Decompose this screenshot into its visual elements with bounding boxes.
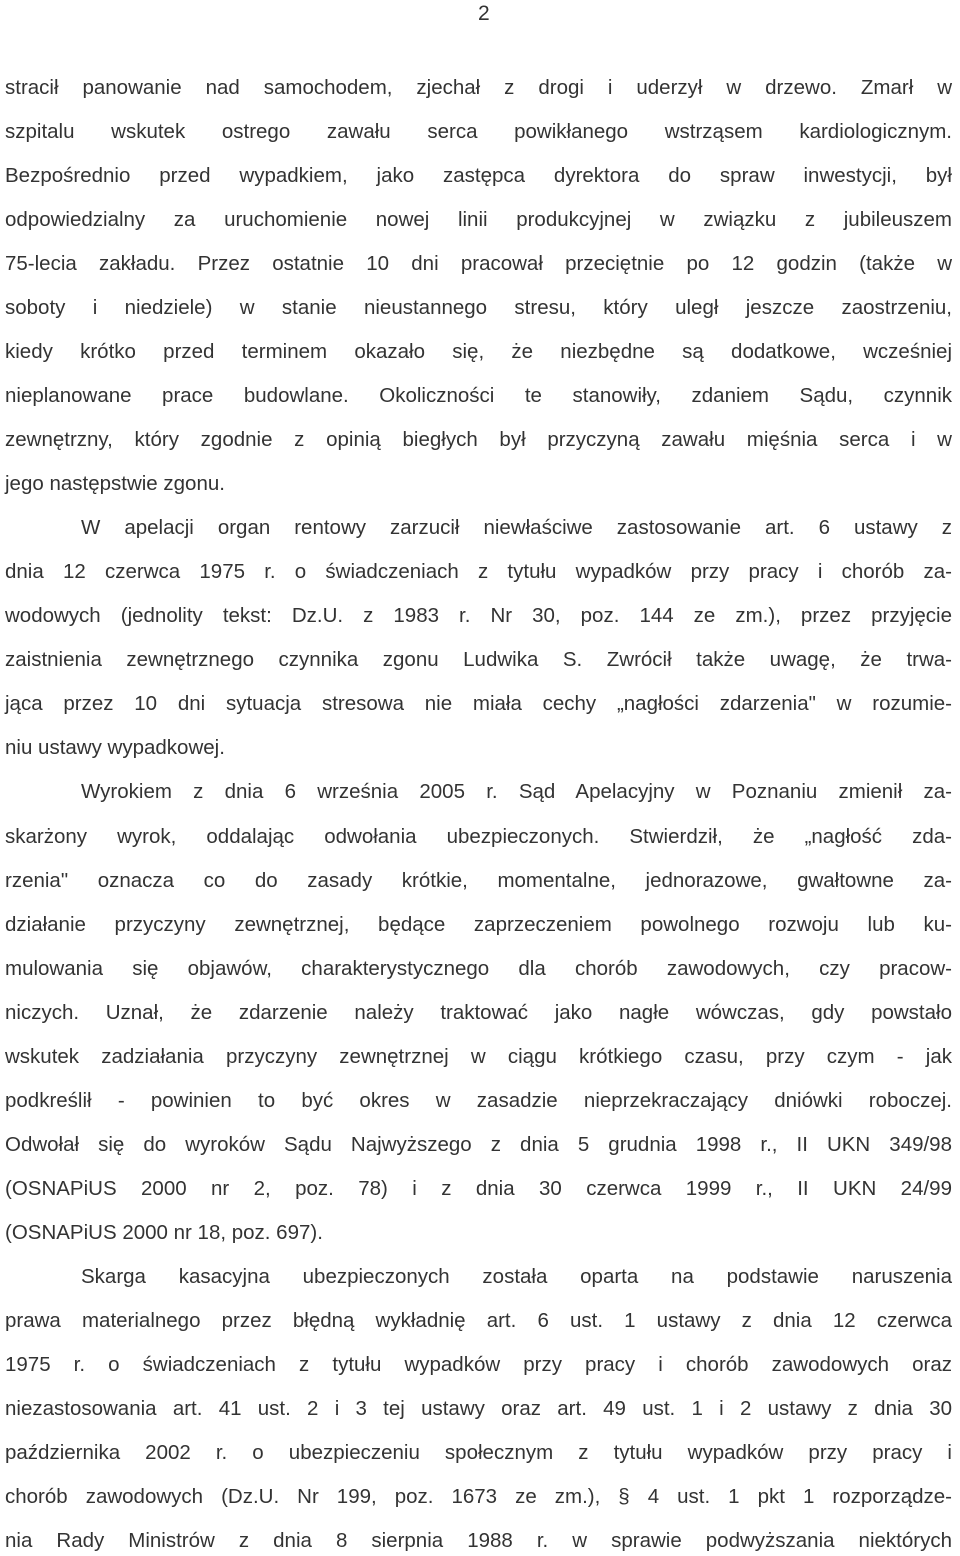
text-line: niu ustawy wypadkowej. [5,736,225,760]
text-line: kiedy krótko przed terminem okazało się, że niezbędne są dodatkowe, wcześniej [5,340,952,364]
text-line: soboty i niedziele) w stanie nieustannego stresu, który uległ jeszcze zaostrzeniu, [5,296,952,320]
text-line: wskutek zadziałania przyczyny zewnętrznej w ciągu krótkiego czasu, przy czym - jak [5,1044,952,1068]
text-line: szpitalu wskutek ostrego zawału serca powikłanego wstrząsem kardiologicznym. [5,120,952,144]
text-line: stracił panowanie nad samochodem, zjechał z drogi i uderzył w drzewo. Zmarł w [5,76,952,99]
text-line: rzenia" oznacza co do zasady krótkie, momentalne, jednorazowe, gwałtowne za- [5,868,952,892]
text-line: niczych. Uznał, że zdarzenie należy traktować jako nagłe wówczas, gdy powstało [5,1000,952,1024]
text-line: działanie przyczyny zewnętrznej, będące zaprzeczeniem powolnego rozwoju lub ku- [5,912,952,936]
text-line: odpowiedzialny za uruchomienie nowej linii produkcyjnej w związku z jubileuszem [5,208,952,232]
text-line: nia Rady Ministrów z dnia 8 sierpnia 1988 r. w sprawie podwyższania niektórych [5,1528,952,1552]
text-line: wodowych (jednolity tekst: Dz.U. z 1983 r. Nr 30, poz. 144 ze zm.), przez przyjęcie [5,604,952,628]
text-line: chorób zawodowych (Dz.U. Nr 199, poz. 1673 ze zm.), § 4 ust. 1 pkt 1 rozporządze- [5,1484,952,1508]
text-line: skarżony wyrok, oddalając odwołania ubezpieczonych. Stwierdził, że „nagłość zda- [5,824,952,848]
text-line: 1975 r. o świadczeniach z tytułu wypadków przy pracy i chorób zawodowych oraz [5,1352,952,1376]
text-line: Odwołał się do wyroków Sądu Najwyższego z dnia 5 grudnia 1998 r., II UKN 349/98 [5,1132,952,1156]
page-number: 2 [478,2,490,25]
text-line: podkreślił - powinien to być okres w zasadzie nieprzekraczający dniówki roboczej. [5,1088,952,1112]
text-line: W apelacji organ rentowy zarzucił niewłaściwe zastosowanie art. 6 ustawy z [81,516,952,540]
text-line: (OSNAPiUS 2000 nr 2, poz. 78) i z dnia 30 czerwca 1999 r., II UKN 24/99 [5,1176,952,1200]
text-line: zaistnienia zewnętrznego czynnika zgonu Ludwika S. Zwrócił także uwagę, że trwa- [5,648,952,672]
text-line: jego następstwie zgonu. [5,472,225,496]
text-line: października 2002 r. o ubezpieczeniu społecznym z tytułu wypadków przy pracy i [5,1440,952,1464]
text-line: Skarga kasacyjna ubezpieczonych została oparta na podstawie naruszenia [81,1264,952,1288]
text-line: Bezpośrednio przed wypadkiem, jako zastępca dyrektora do spraw inwestycji, był [5,164,952,188]
text-line: dnia 12 czerwca 1975 r. o świadczeniach z tytułu wypadków przy pracy i chorób za- [5,560,952,584]
text-line: nieplanowane prace budowlane. Okoliczności te stanowiły, zdaniem Sądu, czynnik [5,384,952,408]
text-line: jąca przez 10 dni sytuacja stresowa nie miała cechy „nagłości zdarzenia" w rozumie- [5,692,952,716]
text-line: 75-lecia zakładu. Przez ostatnie 10 dni pracował przeciętnie po 12 godzin (także w [5,252,952,276]
text-line: zewnętrzny, który zgodnie z opinią biegłych był przyczyną zawału mięśnia serca i w [5,428,952,452]
text-line: Wyrokiem z dnia 6 września 2005 r. Sąd Apelacyjny w Poznaniu zmienił za- [81,780,952,804]
text-line: (OSNAPiUS 2000 nr 18, poz. 697). [5,1220,323,1244]
text-line: mulowania się objawów, charakterystycznego dla chorób zawodowych, czy pracow- [5,956,952,980]
text-line: prawa materialnego przez błędną wykładnię art. 6 ust. 1 ustawy z dnia 12 czerwca [5,1308,952,1332]
text-line: niezastosowania art. 41 ust. 2 i 3 tej ustawy oraz art. 49 ust. 1 i 2 ustawy z dnia 30 [5,1396,952,1420]
